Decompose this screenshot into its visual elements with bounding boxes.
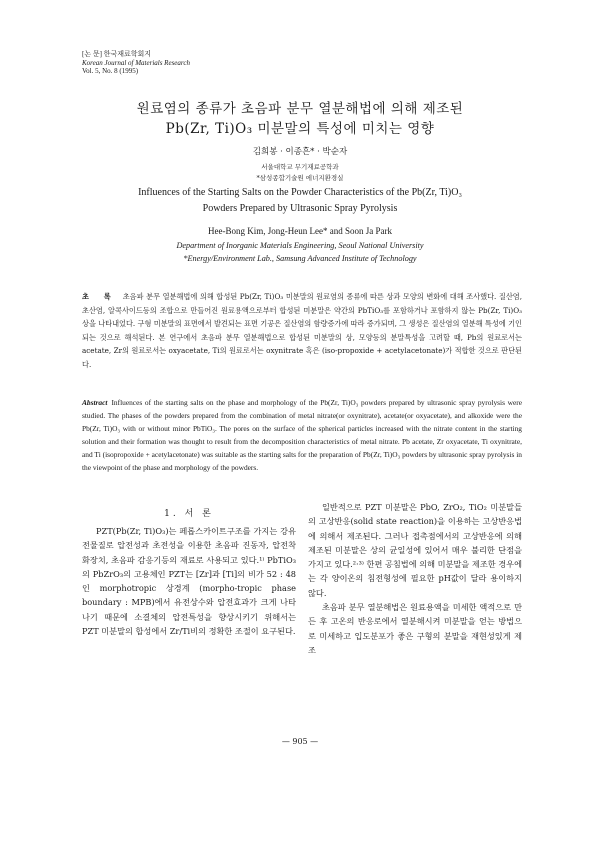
journal-name-en: Korean Journal of Materials Research xyxy=(82,58,190,67)
abstract-english-text: Influences of the starting salts on the phase and morphology of the Pb(Zr, Ti)O₃ powders prepared by ultrasonic spray pyrolysis were studied. The phases of the powders prepared from the combination of metal nitrate(or oxynitrate), acetate(or oxyacetate), and alkoxide were the Pb(Zr, Ti)O₃ with or without minor PbTiO₃. The pores on the surface of the spherical particles increased with the nitrate content in the starting solution and their formation was thought to result from the decomposition characteristics of metal nitrate. Pb acetate, Zr oxyacetate, Ti oxynitrate, and Ti (isopropoxide + acetylacetonate) was suitable as the starting salts for the preparation of Pb(Zr, Ti)O₃ powders by ultrasonic spray pyrolysis in the viewpoint of the phase and morphology of the powders. xyxy=(82,398,522,472)
authors-korean: 김희봉 · 이종흔* · 박순자 xyxy=(252,147,348,157)
abstract-korean xyxy=(82,290,522,372)
abstract-korean-label: 초 록 xyxy=(82,292,117,301)
section-heading-introduction: 1. 서 론 xyxy=(164,509,214,519)
title-english-line2: Powders Prepared by Ultrasonic Spray Pyrolysis xyxy=(202,203,398,214)
affiliation-english-2: *Energy/Environment Lab., Samsung Advanced Institute of Technology xyxy=(183,254,417,263)
body-column-left xyxy=(82,524,296,638)
abstract-korean-text: 초음파 분무 열분해법에 의해 합성된 Pb(Zr, Ti)O₃ 미분말의 원료염의 종류에 따른 상과 모양의 변화에 대해 조사했다. 질산염, 초산염, 알콕사이드등의 조합으로 만들어진 원료용액으로부터 합성된 미분말은 약간의 PbTiO₃를 포함하거나 포함하지 않는 Pb(Zr, Ti)O₃ 상을 나타내었다. 구형 미분말의 표면에서 발견되는 표면 기공은 질산염의 함량증가에 따라 증가되며, 그 생성은 질산염의 열분해 특성에 기인되는 것으로 해석된다. 본 연구에서 초음파 분무 열분해법으로 합성된 미분말의 상, 모양등의 분말특성을 고려할 때, Pb의 원료로서는 acetate, Zr의 원료로서는 oxyacetate, Ti의 원료로서는 oxynitrate 혹은 (iso-propoxide + acetylacetonate)가 적합한 것으로 판단된다. xyxy=(82,292,523,369)
journal-header xyxy=(82,50,190,76)
paragraph: 일반적으로 PZT 미분말은 PbO, ZrO₂, TiO₂ 미분말들의 고상반응(solid state reaction)을 이용하는 고상반응법에 의해서 제조된다. 그러나 접촉점에서의 고상반응에 의해 제조된 미분말은 상의 균일성에 있어서 매우 불리한 단점을 가지고 있다.²·³⁾ 한편 공침법에 의해 미분말을 제조한 경우에는 각 양이온의 침전형성에 필요한 pH값이 달라 용이하지 않다. xyxy=(308,502,522,598)
abstract-english xyxy=(82,396,522,474)
affiliation-korean-2: *삼성종합기술원 에너지환경실 xyxy=(256,174,344,182)
journal-volume: Vol. 5, No. 8 (1995) xyxy=(82,67,139,75)
journal-category: [논 문] 한국재료학회지 xyxy=(82,50,152,58)
paragraph: 초음파 분무 열분해법은 원료용액을 미세한 액적으로 만든 후 고온의 반응로에서 열분해시켜 미분말을 얻는 방법으로 미세하고 입도분포가 좋은 구형의 분말을 재현성있게 제조 xyxy=(308,602,522,655)
title-english-line1: Influences of the Starting Salts on the Powder Characteristics of the Pb(Zr, Ti)O₃ xyxy=(138,187,462,198)
page-number: — 905 — xyxy=(281,737,319,746)
body-column-right xyxy=(308,500,522,657)
affiliation-english-1: Department of Inorganic Materials Engineering, Seoul National University xyxy=(176,241,424,250)
abstract-english-label: Abstract xyxy=(82,398,108,407)
paragraph: PZT(Pb(Zr, Ti)O₃)는 페롭스카이트구조를 가지는 강유전물질로 압전성과 초전성을 이용한 초음파 진동자, 압전착화장치, 초음파 감응기등의 재료로 사용되고 있다.¹⁾ PbTiO₃의 PbZrO₃의 고용체인 PZT는 [Zr]과 [Ti]의 비가 52 : 48인 morphotropic 상경계 (morpho-tropic phase boundary : MPB)에서 유전상수와 압전효과가 크게 나타나기 때문에 소결체의 압전특성을 향상시키기 위해서는 PZT 미분말의 합성에서 Zr/Ti비의 정확한 조절이 요구된다. xyxy=(82,526,296,637)
title-korean-line1: 원료염의 종류가 초음파 분무 열분해법에 의해 제조된 xyxy=(136,101,464,117)
title-korean-line2: Pb(Zr, Ti)O₃ 미분말의 특성에 미치는 영향 xyxy=(165,121,435,137)
affiliation-korean-1: 서울대학교 무기재료공학과 xyxy=(261,163,339,171)
authors-english: Hee-Bong Kim, Jong-Heun Lee* and Soon Ja Park xyxy=(208,226,392,236)
